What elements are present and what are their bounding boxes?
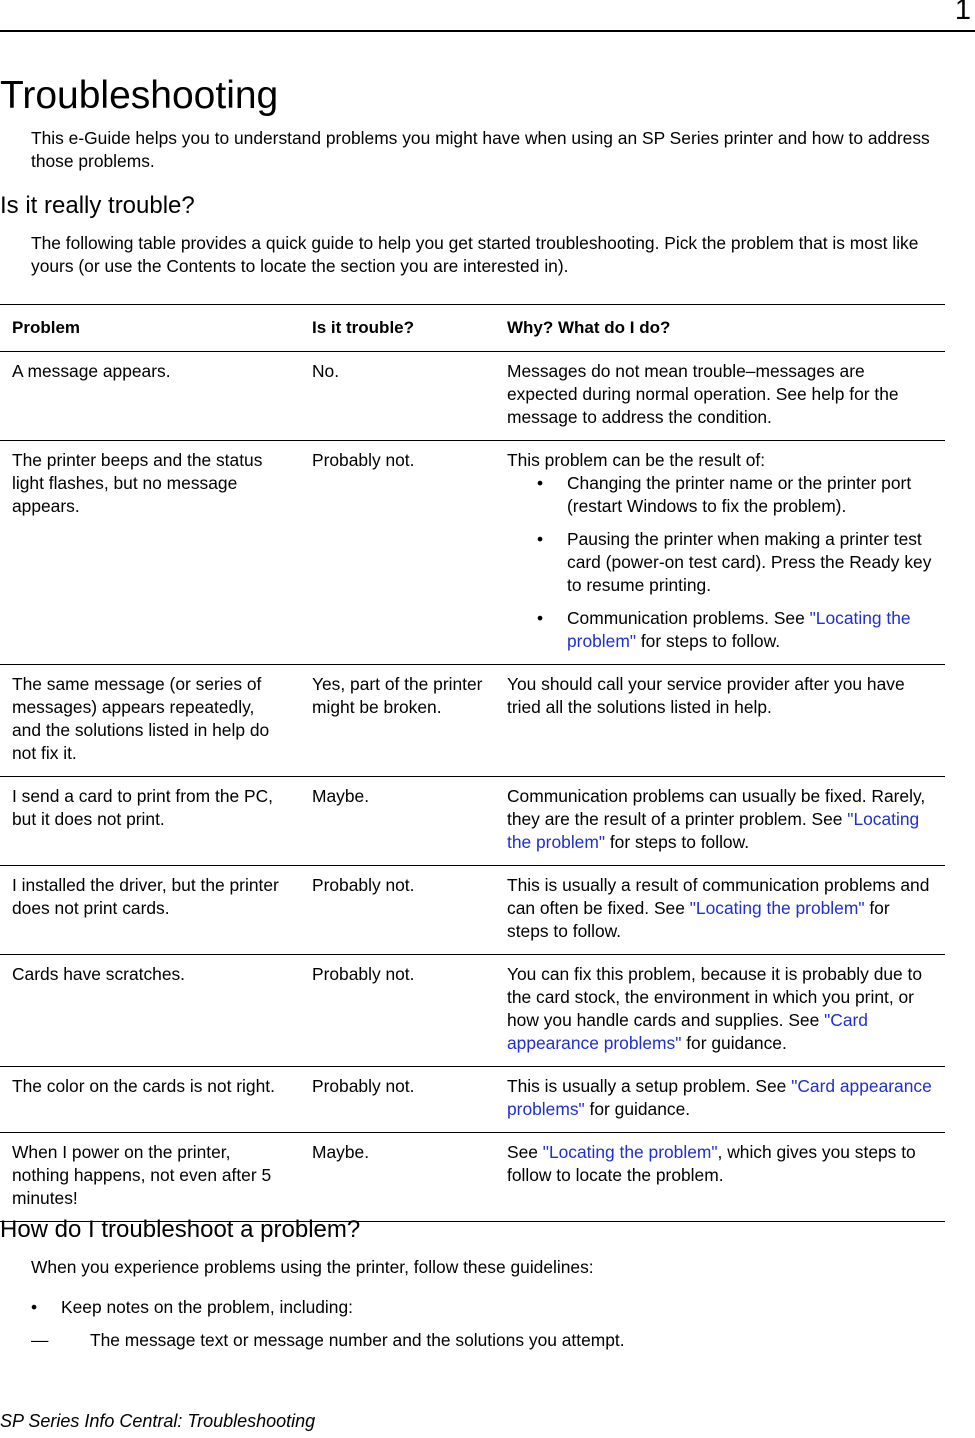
link-card-appearance-problems[interactable]: "Card appearance problems" (507, 1010, 868, 1053)
why-intro: This problem can be the result of: (507, 450, 766, 470)
why-cell (495, 866, 945, 955)
page-number: 1 (954, 0, 971, 26)
trouble-cell: Probably not. (300, 955, 495, 1067)
list-item-text-pre: Communication problems. See (567, 608, 810, 628)
trouble-cell: No. (300, 352, 495, 441)
list-item (507, 472, 933, 518)
why-text-post: for steps to follow. (605, 832, 750, 852)
link-locating-the-problem[interactable]: "Locating the problem" (542, 1142, 718, 1162)
table-row (0, 955, 945, 1067)
problem-cell: Cards have scratches. (0, 955, 300, 1067)
table-row (0, 441, 945, 665)
bullet-icon: • (537, 473, 544, 493)
why-text-post: for guidance. (681, 1033, 787, 1053)
intro-paragraph: This e-Guide helps you to understand problems you might have when using an SP Series printer and how to address those problems. (31, 128, 930, 171)
bullet-icon: • (31, 1297, 38, 1317)
why-cell (495, 777, 945, 866)
why-cell (495, 1067, 945, 1133)
why-text-pre: This is usually a result of communication problems and can often be fixed. See (507, 875, 930, 918)
guideline-subitem: The message text or message number and the solutions you attempt. (90, 1330, 625, 1350)
list-item (507, 607, 933, 653)
bullet-icon: • (537, 529, 544, 549)
why-text-pre: Communication problems can usually be fixed. Rarely, they are the result of a printer problem. See (507, 786, 926, 829)
section-intro-paragraph: The following table provides a quick guide to help you get started troubleshooting. Pick the problem that is most like yours (or use the Contents to locate the section you are interested in). (31, 233, 919, 276)
why-text-post: for guidance. (584, 1099, 691, 1119)
guideline-item: Keep notes on the problem, including: (61, 1297, 353, 1317)
cause-list (507, 472, 933, 653)
table-row (0, 352, 945, 441)
column-header-why: Why? What do I do? (495, 305, 945, 352)
problem-cell: When I power on the printer, nothing happens, not even after 5 minutes! (0, 1133, 300, 1222)
table-row (0, 777, 945, 866)
link-card-appearance-problems[interactable]: "Card appearance problems" (507, 1076, 932, 1119)
guidelines-intro: When you experience problems using the printer, follow these guidelines: (31, 1257, 594, 1277)
why-text-post: for steps to follow. (507, 898, 890, 941)
why-text-pre: You can fix this problem, because it is probably due to the card stock, the environment in which you print, or how you handle cards and supplies. See (507, 964, 923, 1030)
problem-cell: The same message (or series of messages) appears repeatedly, and the solutions listed in help do not fix it. (0, 665, 300, 777)
trouble-cell: Probably not. (300, 866, 495, 955)
problem-cell: I installed the driver, but the printer does not print cards. (0, 866, 300, 955)
table-header-row (0, 305, 945, 352)
table-row (0, 1067, 945, 1133)
problem-cell: The printer beeps and the status light flashes, but no message appears. (0, 441, 300, 665)
header-rule (0, 30, 975, 32)
why-cell (495, 441, 945, 665)
problem-cell: The color on the cards is not right. (0, 1067, 300, 1133)
troubleshooting-table (0, 304, 945, 1222)
why-text-pre: This is usually a setup problem. See (507, 1076, 792, 1096)
link-locating-the-problem[interactable]: "Locating the problem" (507, 809, 920, 852)
why-text-pre: See (507, 1142, 543, 1162)
trouble-cell: Maybe. (300, 777, 495, 866)
list-item-text: Changing the printer name or the printer port (restart Windows to fix the problem). (567, 473, 912, 516)
column-header-problem: Problem (0, 305, 300, 352)
link-locating-the-problem[interactable]: "Locating the problem" (689, 898, 865, 918)
column-header-is-it-trouble: Is it trouble? (300, 305, 495, 352)
table-row (0, 866, 945, 955)
trouble-cell: Maybe. (300, 1133, 495, 1222)
list-item-text-post: for steps to follow. (636, 631, 781, 651)
list-item (507, 528, 933, 597)
section-heading-is-it-trouble: Is it really trouble? (0, 192, 195, 219)
why-cell (495, 1133, 945, 1222)
page-title: Troubleshooting (0, 74, 279, 117)
problem-cell: A message appears. (0, 352, 300, 441)
why-cell: Messages do not mean trouble–messages are expected during normal operation. See help for the message to address the condition. (495, 352, 945, 441)
page-footer: SP Series Info Central: Troubleshooting (0, 1411, 316, 1431)
trouble-cell: Probably not. (300, 441, 495, 665)
why-cell (495, 955, 945, 1067)
dash-icon: — (31, 1330, 49, 1350)
trouble-cell: Probably not. (300, 1067, 495, 1133)
why-cell: You should call your service provider after you have tried all the solutions listed in help. (495, 665, 945, 777)
link-locating-the-problem[interactable]: "Locating the problem" (567, 608, 911, 651)
table-row (0, 665, 945, 777)
list-item-text: Pausing the printer when making a printer test card (power-on test card). Press the Ready key to resume printing. (567, 529, 932, 595)
why-text-post: , which gives you steps to follow to locate the problem. (507, 1142, 916, 1185)
section-heading-how-to-troubleshoot: How do I troubleshoot a problem? (0, 1216, 361, 1243)
problem-cell: I send a card to print from the PC, but it does not print. (0, 777, 300, 866)
bullet-icon: • (537, 608, 544, 628)
table-row (0, 1133, 945, 1222)
trouble-cell: Yes, part of the printer might be broken. (300, 665, 495, 777)
